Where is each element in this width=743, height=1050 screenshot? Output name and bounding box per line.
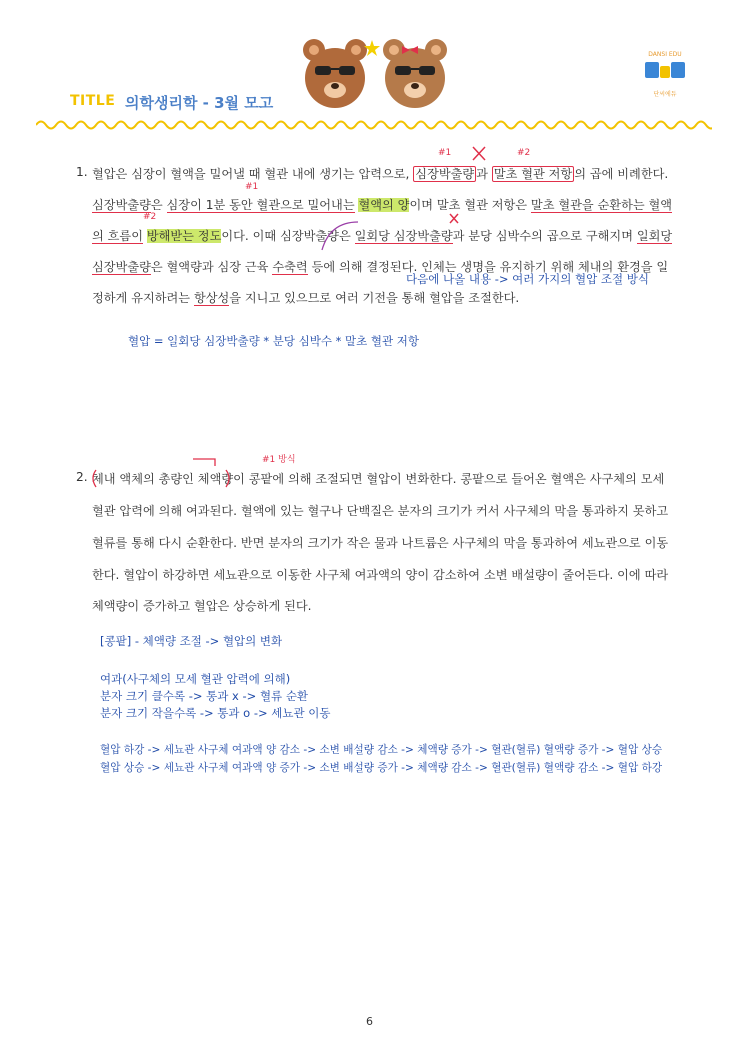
q1-note-next: 다음에 나올 내용 -> 여러 가지의 혈압 조절 방식 — [406, 272, 649, 286]
q2-mark: #1 방식 — [262, 455, 296, 465]
q2-note-2: 여과(사구체의 모세 혈관 압력에 의해) — [100, 672, 291, 686]
q2-note-4: 분자 크기 작을수록 -> 통과 o -> 세뇨관 이동 — [100, 706, 331, 720]
bear-sunglasses-icon — [300, 36, 370, 110]
cross-mark — [473, 147, 485, 160]
q2-line-4: 한다. 혈압이 하강하면 세뇨관으로 이동한 사구체 여과액의 양이 감소하여 소변 배설량이 줄어든다. 이에 따라 — [92, 568, 669, 582]
q2-line-5: 체액량이 증가하고 혈압은 상승하게 된다. — [92, 599, 312, 613]
page-number: 6 — [366, 1015, 373, 1028]
bracket-mark — [193, 459, 215, 466]
page-header — [0, 0, 743, 140]
q1-line-4: 심장박출량은 혈액량과 심장 근육 수축력 등에 의해 결정된다. 인체는 생명을 유지하기 위해 체내의 환경을 일 — [92, 260, 669, 274]
q2-note-6: 혈압 상승 -> 세뇨관 사구체 여과액 양 증가 -> 소변 배설량 증가 -> 체액량 감소 -> 혈관(혈류) 혈액량 감소 -> 혈압 하강 — [100, 762, 663, 774]
q1-line-2: 심장박출량은 심장이 1분 동안 혈관으로 밀어내는 혈액의 양이며 말초 혈관 저항은 말초 혈관을 순환하는 혈액 — [92, 198, 673, 212]
q2-note-1: [콩팥] - 체액량 조절 -> 혈압의 변화 — [100, 634, 283, 648]
question-number-2: 2. — [76, 470, 88, 484]
q2-line-3: 혈류를 통해 다시 순환한다. 반면 분자의 크기가 작은 물과 나트륨은 사구체의 막을 통과하여 세뇨관으로 이동 — [92, 536, 669, 550]
question-number-1: 1. — [76, 165, 88, 179]
dansi-edu-logo — [636, 46, 694, 108]
cross-mark — [450, 214, 458, 223]
bear-bow-icon — [380, 36, 450, 110]
q1-mark-2a: #2 — [517, 148, 531, 158]
q1-formula: 혈압 = 일회당 심장박출량 * 분당 심박수 * 말초 혈관 저항 — [128, 334, 419, 348]
cross-mark — [450, 214, 458, 223]
title-tag: TITLE — [70, 93, 116, 109]
q1-mark-2b: #2 — [143, 212, 157, 222]
q1-mark-1a: #1 — [438, 148, 452, 158]
q2-note-3: 분자 크기 클수록 -> 통과 x -> 혈류 순환 — [100, 689, 309, 703]
q1-line-5: 정하게 유지하려는 항상성을 지니고 있으므로 여러 기전을 통해 혈압을 조절한다. — [92, 291, 520, 305]
q1-mark-1b: #1 — [245, 182, 259, 192]
wave-divider — [36, 118, 712, 132]
q1-line-3: 의 흐름이 방해받는 정도이다. 이때 심장박출량은 일회당 심장박출량과 분당 심박수의 곱으로 구해지며 일회당 — [92, 229, 673, 243]
q2-line-2: 혈관 압력에 의해 여과된다. 혈액에 있는 혈구나 단백질은 분자의 크기가 커서 사구체의 막을 통과하지 못하고 — [92, 504, 669, 518]
star-icon — [364, 40, 380, 56]
cross-mark — [473, 147, 485, 160]
svg-text:DANSI EDU: DANSI EDU — [648, 51, 682, 58]
page-title: 의학생리학 - 3월 모고 — [125, 94, 274, 112]
q2-note-5: 혈압 하강 -> 세뇨관 사구체 여과액 양 감소 -> 소변 배설량 감소 -> 체액량 증가 -> 혈관(혈류) 혈액량 증가 -> 혈압 상승 — [100, 744, 663, 756]
q1-line-1: 혈압은 심장이 혈액을 밀어낼 때 혈관 내에 생기는 압력으로, 심장박출량 과 말초 혈관 저항 의 곱에 비례한다. — [92, 167, 669, 181]
svg-text:단씨에듀: 단씨에듀 — [653, 91, 677, 98]
q2-line-1: 체내 액체의 총량인 체액량이 콩팥에 의해 조절되면 혈압이 변화한다. 콩팥으로 들어온 혈액은 사구체의 모세 — [92, 472, 665, 486]
